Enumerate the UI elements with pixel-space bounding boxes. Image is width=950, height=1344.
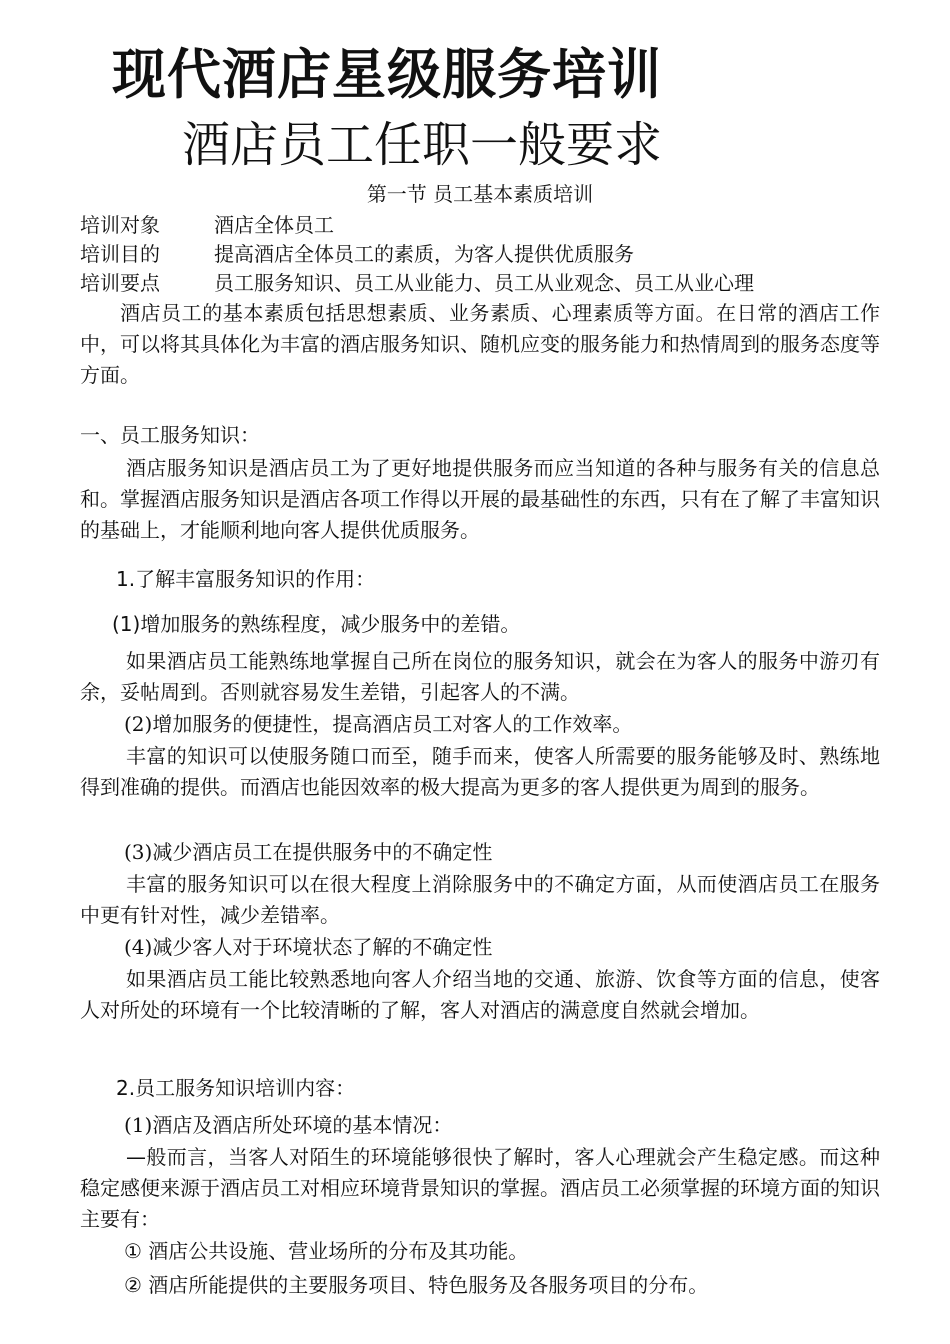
list-item: ① 酒店公共设施、营业场所的分布及其功能。 [124,1239,529,1263]
section-heading: 第一节 员工基本素质培训 [366,182,594,206]
sub1-item-body: 如果酒店员工能熟练地掌握自己所在岗位的服务知识，就会在为客人的服务中游刃有余，妥帖周到。否则就容易发生差错，引起客人的不满。 [80,649,880,704]
sub1-heading: 1.了解丰富服务知识的作用： [116,567,376,591]
sub1-item-body: 如果酒店员工能比较熟悉地向客人介绍当地的交通、旅游、饮食等方面的信息，使客人对所处的环境有一个比较清晰的了解，客人对酒店的满意度自然就会增加。 [80,967,880,1022]
training-info-row [80,240,634,268]
sub2-item-title: (1)酒店及酒店所处环境的基本情况： [124,1113,453,1137]
training-info-row [80,269,754,297]
sub2-heading: 2.员工服务知识培训内容： [116,1076,356,1100]
sub1-item-body: 丰富的服务知识可以在很大程度上消除服务中的不确定方面，从而使酒店员工在服务中更有针对性，减少差错率。 [80,872,880,927]
list-item: ② 酒店所能提供的主要服务项目、特色服务及各服务项目的分布。 [124,1273,709,1297]
training-info-key: 培训要点 [80,271,160,295]
part1-heading: 一、员工服务知识： [80,423,260,447]
sub2-item-body: —般而言，当客人对陌生的环境能够很快了解时，客人心理就会产生稳定感。而这种稳定感便来源于酒店员工对相应环境背景知识的掌握。酒店员工必须掌握的环境方面的知识主要有： [80,1145,880,1231]
training-info-value: 员工服务知识、员工从业能力、员工从业观念、员工从业心理 [214,271,754,295]
training-info-value: 酒店全体员工 [214,213,334,237]
part1-paragraph: 酒店服务知识是酒店员工为了更好地提供服务而应当知道的各种与服务有关的信息总和。掌握酒店服务知识是酒店各项工作得以开展的最基础性的东西，只有在了解了丰富知识的基础上，才能顺利地向客人提供优质服务。 [80,456,880,542]
training-info-key: 培训目的 [80,242,160,266]
sub1-item-body: 丰富的知识可以使服务随口而至，随手而来，使客人所需要的服务能够及时、熟练地得到准确的提供。而酒店也能因效率的极大提高为更多的客人提供更为周到的服务。 [80,744,880,799]
sub1-item-title: (2)增加服务的便捷性，提高酒店员工对客人的工作效率。 [124,712,633,736]
training-info-key: 培训对象 [80,213,160,237]
training-info-row [80,211,334,239]
sub1-item-title: (1)增加服务的熟练程度，减少服务中的差错。 [112,612,521,636]
intro-paragraph: 酒店员工的基本素质包括思想素质、业务素质、心理素质等方面。在日常的酒店工作中，可以将其具体化为丰富的酒店服务知识、随机应变的服务能力和热情周到的服务态度等方面。 [80,301,880,387]
training-info-value: 提高酒店全体员工的素质，为客人提供优质服务 [214,242,634,266]
sub1-item-title: (4)减少客人对于环境状态了解的不确定性 [124,935,493,959]
document-subtitle: 酒店员工任职一般要求 [182,117,663,173]
document-title: 现代酒店星级服务培训 [112,43,662,106]
sub1-item-title: (3)减少酒店员工在提供服务中的不确定性 [124,840,493,864]
